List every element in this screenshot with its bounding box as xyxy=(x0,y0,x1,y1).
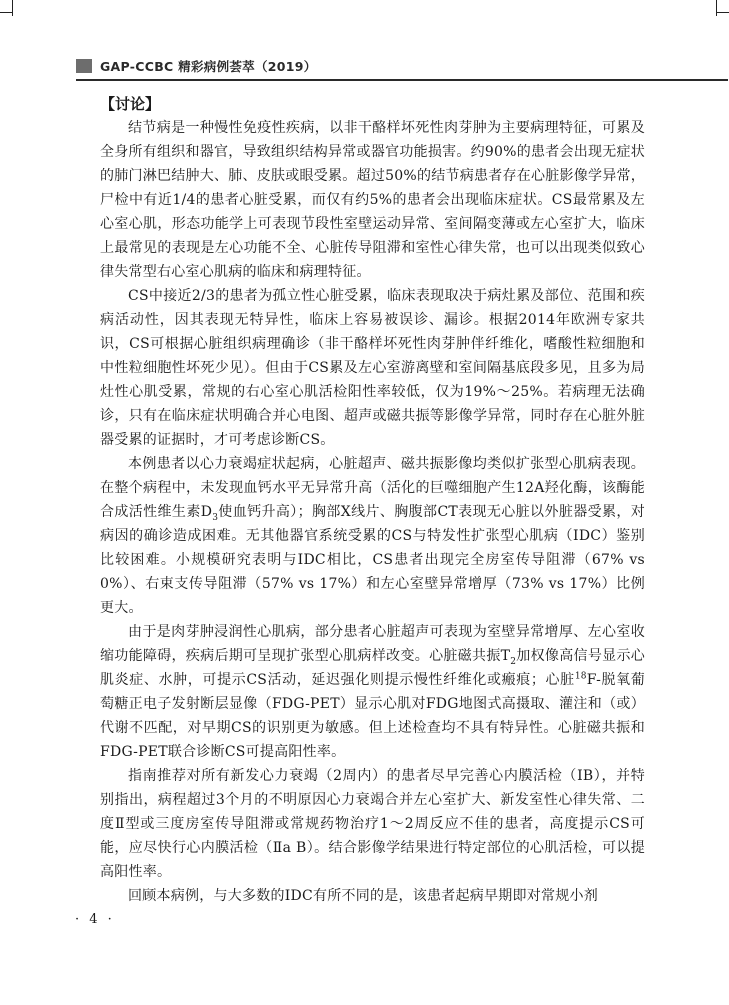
paragraph-4-part-c: F-脱氧葡萄糖正电子发射断层显像（FDG-PET）显示心肌对FDG地图式高摄取、灌注和（或）代谢不匹配，对早期CS的识别更为敏感。但上述检查均不具有特异性。心脏磁共振和FDG-PET联合诊断CS可提高阳性率。 xyxy=(100,672,645,760)
crop-mark-left-vertical xyxy=(12,0,13,16)
body-text xyxy=(100,92,645,908)
page-number: · 4 · xyxy=(75,912,115,927)
paragraph-3 xyxy=(100,452,645,620)
header-rule xyxy=(76,79,728,81)
paragraph-5: 指南推荐对所有新发心力衰竭（2周内）的患者尽早完善心内膜活检（IB），并特别指出，病程超过3个月的不明原因心力衰竭合并左心室扩大、新发室性心律失常、二度Ⅱ型或三度房室传导阻滞或常规药物治疗1～2周反应不佳的患者，高度提示CS可能，应尽快行心内膜活检（Ⅱa B）。结合影像学结果进行特定部位的心肌活检，可以提高阳性率。 xyxy=(100,768,645,880)
crop-mark-right-vertical xyxy=(716,0,717,16)
paragraph-3-part-a: 本例患者以心力衰竭症状起病，心脏超声、磁共振影像均类似扩张型心肌病表现。在整个病程中，未发现血钙水平无异常升高（活化的巨噬细胞产生12A羟化酶，该酶能合成活性维生素D xyxy=(100,456,645,520)
header-title: GAP-CCBC 精彩病例荟萃（2019） xyxy=(100,59,317,74)
running-header xyxy=(76,58,728,74)
paragraph-6: 回顾本病例，与大多数的IDC有所不同的是，该患者起病早期即对常规小剂 xyxy=(128,888,598,904)
paragraph-4-subscript: 2 xyxy=(510,656,517,667)
paragraph-3-part-b: 使血钙升高）；胸部X线片、胸腹部CT表现无心脏以外脏器受累，对病因的确诊造成困难。无其他器官系统受累的CS与特发性扩张型心肌病（IDC）鉴别比较困难。小规模研究表明与IDC相比，CS患者出现完全房室传导阻滞（67% vs 0%）、右束支传导阻滞（57% vs 17%）和左心室壁异常增厚（73% vs 17%）比例更大。 xyxy=(100,504,646,616)
paragraph-2: CS中接近2/3的患者为孤立性心脏受累，临床表现取决于病灶累及部位、范围和疾病活动性，因其表现无特异性，临床上容易被误诊、漏诊。根据2014年欧洲专家共识，CS可根据心脏组织病理确诊（非干酪样坏死性肉芽肿伴纤维化，嗜酸性粒细胞和中性粒细胞性坏死少见）。但由于CS累及左心室游离壁和室间隔基底段多见，且多为局灶性心肌受累，常规的右心室心肌活检阳性率较低，仅为19%～25%。若病理无法确诊，只有在临床症状明确合并心电图、超声或磁共振等影像学异常，同时存在心脏外脏器受累的证据时，才可考虑诊断CS。 xyxy=(100,288,645,448)
paragraph-4 xyxy=(100,620,645,764)
header-marker-block xyxy=(76,59,92,73)
crop-mark-left-horizontal xyxy=(0,12,13,13)
paragraph-3-subscript: 3 xyxy=(212,512,219,523)
paragraph-4-superscript: 18 xyxy=(574,671,587,682)
paragraph-1: 结节病是一种慢性免疫性疾病，以非干酪样坏死性肉芽肿为主要病理特征，可累及全身所有组织和器官，导致组织结构异常或器官功能损害。约90%的患者会出现无症状的肺门淋巴结肿大、肺、皮肤或眼受累。超过50%的结节病患者存在心脏影像学异常，尸检中有近1/4的患者心脏受累，而仅有约5%的患者会出现临床症状。CS最常累及左心室心肌，形态功能学上可表现节段性室壁运动异常、室间隔变薄或左心室扩大，临床上最常见的表现是左心功能不全、心脏传导阻滞和室性心律失常，也可以出现类似致心律失常型右心室心肌病的临床和病理特征。 xyxy=(100,120,645,280)
crop-mark-right-horizontal xyxy=(716,12,729,13)
paragraph-4-part-a: 由于是肉芽肿浸润性心肌病，部分患者心脏超声可表现为室壁异常增厚、左心室收缩功能障碍，疾病后期可呈现扩张型心肌病样改变。心脏磁共振T xyxy=(100,624,645,664)
paragraph-4-part-b: 加权像高信号显示心肌炎症、水肿，可提示CS活动，延迟强化则提示慢性纤维化或瘢痕；心脏 xyxy=(100,648,645,688)
section-title: 【讨论】 xyxy=(100,95,161,113)
